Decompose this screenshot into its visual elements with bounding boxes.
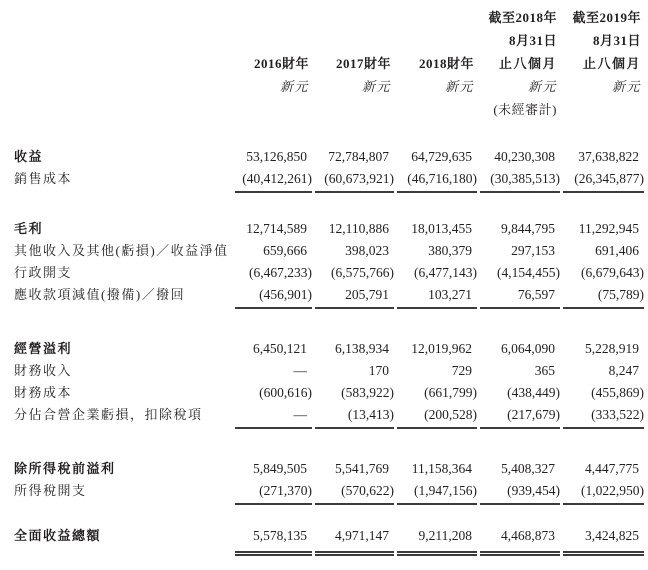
value-cell — [232, 361, 312, 383]
value-8m2019: 8,247 — [608, 363, 639, 378]
period-ended-2019-line2: 8月31日 — [592, 33, 641, 48]
value-8m2018: 365 — [534, 363, 555, 378]
value-cell — [312, 459, 394, 481]
value-cell — [560, 219, 644, 241]
row-label-cell — [14, 285, 232, 309]
value-cell — [560, 361, 644, 383]
value-fy2018: 64,729,635 — [411, 149, 472, 164]
value-cell — [394, 241, 477, 263]
value-fy2016: — — [293, 363, 307, 378]
period-ended-2019-line3: 止八個月 — [582, 56, 641, 71]
value-fy2016: (6,467,233) — [249, 265, 312, 280]
value-8m2019: 11,292,945 — [578, 221, 639, 236]
value-8m2018: 76,597 — [517, 287, 555, 302]
value-fy2017: (13,413) — [347, 407, 394, 422]
value-cell — [477, 241, 560, 263]
value-8m2019: 5,228,919 — [585, 341, 639, 356]
value-cell — [232, 169, 312, 193]
row-label: 財務成本 — [14, 385, 73, 400]
value-cell — [394, 481, 477, 505]
group-spacer — [14, 505, 644, 526]
value-8m2019: (455,869) — [591, 385, 644, 400]
row-label-cell — [14, 405, 232, 429]
column-title-fy2017: 2017財年 — [335, 56, 391, 71]
value-cell — [394, 361, 477, 383]
value-cell — [477, 219, 560, 241]
value-8m2018: 4,468,873 — [501, 528, 555, 543]
header-empty-lines — [312, 6, 394, 52]
value-cell — [560, 169, 644, 193]
value-cell — [560, 285, 644, 309]
row-label-cell — [14, 361, 232, 383]
value-cell — [560, 526, 644, 556]
row-label: 銷售成本 — [14, 171, 73, 186]
value-cell — [232, 481, 312, 505]
period-ended-2018-line3: 止八個月 — [498, 56, 557, 71]
value-cell — [394, 219, 477, 241]
value-cell — [312, 147, 394, 169]
value-cell — [477, 361, 560, 383]
header-empty-lines — [394, 6, 477, 52]
value-fy2016: 659,666 — [263, 243, 307, 258]
header-col-8m2018 — [477, 6, 560, 121]
row-label-cell — [14, 241, 232, 263]
row-total-comprehensive-income — [14, 526, 644, 556]
value-cell — [394, 526, 477, 556]
value-fy2017: 72,784,807 — [328, 149, 389, 164]
header-label-spacer — [14, 6, 232, 121]
value-fy2016: — — [293, 407, 307, 422]
value-cell — [477, 526, 560, 556]
value-fy2018: 103,271 — [428, 287, 472, 302]
value-fy2016: (456,901) — [259, 287, 312, 302]
value-fy2018: 380,379 — [428, 243, 472, 258]
header-row — [14, 6, 644, 121]
currency-unit-label: 新元 — [527, 79, 557, 94]
value-fy2017: (570,622) — [341, 483, 394, 498]
value-cell — [232, 405, 312, 429]
value-8m2018: (4,154,455) — [497, 265, 560, 280]
value-cell — [560, 339, 644, 361]
header-col-fy2016 — [232, 6, 312, 121]
value-cell — [477, 459, 560, 481]
value-fy2018: 9,211,208 — [418, 528, 472, 543]
row-administrative-expenses — [14, 263, 644, 285]
value-cell — [477, 383, 560, 405]
row-label-cell — [14, 147, 232, 169]
value-8m2019: 37,638,822 — [578, 149, 639, 164]
value-cell — [312, 361, 394, 383]
row-label: 分佔合營企業虧損，扣除稅項 — [14, 407, 203, 422]
row-label-cell — [14, 263, 232, 285]
value-cell — [560, 481, 644, 505]
value-cell — [232, 147, 312, 169]
currency-unit-label: 新元 — [444, 79, 474, 94]
row-operating-profit — [14, 339, 644, 361]
row-label: 經營溢利 — [14, 341, 73, 356]
value-fy2017: 398,023 — [345, 243, 389, 258]
value-fy2017: (583,922) — [341, 385, 394, 400]
value-cell — [477, 169, 560, 193]
value-cell — [312, 526, 394, 556]
value-cell — [477, 147, 560, 169]
header-col-fy2017 — [312, 6, 394, 121]
value-cell — [477, 263, 560, 285]
row-finance-costs — [14, 383, 644, 405]
value-fy2016: (600,616) — [259, 385, 312, 400]
row-label: 除所得稅前溢利 — [14, 461, 116, 476]
value-cell — [560, 405, 644, 429]
value-8m2019: (75,789) — [597, 287, 644, 302]
value-8m2019: (1,022,950) — [581, 483, 644, 498]
value-cell — [232, 339, 312, 361]
value-cell — [394, 383, 477, 405]
row-other-income-net — [14, 241, 644, 263]
value-fy2018: (661,799) — [424, 385, 477, 400]
value-cell — [560, 383, 644, 405]
group-spacer — [14, 193, 644, 219]
value-fy2017: (60,673,921) — [324, 171, 394, 186]
column-title-fy2016: 2016財年 — [253, 56, 309, 71]
value-cell — [312, 169, 394, 193]
value-8m2018: (217,679) — [507, 407, 560, 422]
header-col-fy2018 — [394, 6, 477, 121]
row-impairment-of-receivables — [14, 285, 644, 309]
value-cell — [312, 481, 394, 505]
value-cell — [232, 459, 312, 481]
value-cell — [312, 263, 394, 285]
group-spacer — [14, 121, 644, 147]
value-fy2016: (40,412,261) — [242, 171, 312, 186]
value-cell — [232, 285, 312, 309]
row-label-cell — [14, 481, 232, 505]
header-empty-lines — [232, 6, 312, 52]
value-fy2017: 12,110,886 — [328, 221, 389, 236]
value-cell — [232, 219, 312, 241]
currency-unit-label: 新元 — [279, 79, 309, 94]
value-8m2018: 6,064,090 — [501, 341, 555, 356]
row-label: 收益 — [14, 149, 44, 164]
row-label-cell — [14, 383, 232, 405]
value-cell — [477, 405, 560, 429]
currency-unit-label: 新元 — [611, 79, 641, 94]
value-cell — [394, 263, 477, 285]
row-share-of-jv-loss — [14, 405, 644, 429]
value-fy2018: 729 — [451, 363, 472, 378]
value-fy2018: (1,947,156) — [414, 483, 477, 498]
unaudited-note: (未經審計) — [493, 102, 557, 117]
value-fy2018: 12,019,962 — [411, 341, 472, 356]
value-fy2017: 205,791 — [345, 287, 389, 302]
value-8m2018: 5,408,327 — [501, 461, 555, 476]
value-fy2018: (6,477,143) — [414, 265, 477, 280]
value-fy2018: 18,013,455 — [411, 221, 472, 236]
value-8m2018: 9,844,795 — [501, 221, 555, 236]
value-cell — [477, 285, 560, 309]
row-profit-before-income-tax — [14, 459, 644, 481]
value-fy2017: 170 — [368, 363, 389, 378]
currency-unit-label: 新元 — [361, 79, 391, 94]
value-cell — [312, 339, 394, 361]
value-cell — [477, 339, 560, 361]
value-fy2016: 53,126,850 — [246, 149, 307, 164]
income-statement-table — [14, 6, 644, 556]
row-label-cell — [14, 459, 232, 481]
value-cell — [394, 285, 477, 309]
period-ended-2018-line2: 8月31日 — [508, 33, 557, 48]
value-cell — [232, 241, 312, 263]
row-finance-income — [14, 361, 644, 383]
value-cell — [312, 285, 394, 309]
row-label-cell — [14, 169, 232, 193]
value-8m2019: 4,447,775 — [585, 461, 639, 476]
value-cell — [232, 383, 312, 405]
value-cell — [560, 263, 644, 285]
value-fy2016: 12,714,589 — [246, 221, 307, 236]
row-label: 行政開支 — [14, 265, 73, 280]
value-fy2018: (200,528) — [424, 407, 477, 422]
value-fy2017: (6,575,766) — [331, 265, 394, 280]
group-spacer — [14, 309, 644, 339]
value-8m2018: (438,449) — [507, 385, 560, 400]
row-label: 財務收入 — [14, 363, 73, 378]
value-8m2018: (939,454) — [507, 483, 560, 498]
group-spacer — [14, 429, 644, 459]
value-cell — [394, 339, 477, 361]
value-cell — [312, 383, 394, 405]
row-label-cell — [14, 219, 232, 241]
value-cell — [394, 459, 477, 481]
value-cell — [312, 219, 394, 241]
value-8m2019: 3,424,825 — [585, 528, 639, 543]
value-fy2016: 6,450,121 — [253, 341, 307, 356]
value-8m2018: 297,153 — [511, 243, 555, 258]
value-8m2019: (26,345,877) — [574, 171, 644, 186]
value-fy2016: 5,578,135 — [253, 528, 307, 543]
column-title-fy2018: 2018財年 — [418, 56, 474, 71]
value-cell — [232, 526, 312, 556]
value-8m2019: (6,679,643) — [581, 265, 644, 280]
row-gross-profit — [14, 219, 644, 241]
value-8m2018: (30,385,513) — [490, 171, 560, 186]
value-cell — [232, 263, 312, 285]
value-fy2017: 5,541,769 — [335, 461, 389, 476]
row-label: 應收款項減值(撥備)／撥回 — [14, 287, 186, 302]
value-cell — [394, 169, 477, 193]
row-income-tax-expense — [14, 481, 644, 505]
period-ended-2018-line1: 截至2018年 — [488, 10, 557, 25]
row-label: 其他收入及其他(虧損)／收益淨值 — [14, 243, 229, 258]
value-fy2018: 11,158,364 — [411, 461, 472, 476]
value-8m2019: 691,406 — [595, 243, 639, 258]
value-fy2017: 6,138,934 — [335, 341, 389, 356]
value-cell — [477, 481, 560, 505]
value-cell — [394, 405, 477, 429]
row-label: 所得稅開支 — [14, 483, 87, 498]
value-cell — [312, 405, 394, 429]
row-cost-of-sales — [14, 169, 644, 193]
row-label: 全面收益總額 — [14, 528, 102, 543]
row-label: 毛利 — [14, 221, 44, 236]
value-fy2016: 5,849,505 — [253, 461, 307, 476]
value-fy2017: 4,971,147 — [335, 528, 389, 543]
value-cell — [394, 147, 477, 169]
value-fy2018: (46,716,180) — [407, 171, 477, 186]
value-cell — [560, 241, 644, 263]
value-8m2019: (333,522) — [591, 407, 644, 422]
header-col-8m2019 — [560, 6, 644, 121]
value-fy2016: (271,370) — [259, 483, 312, 498]
value-cell — [312, 241, 394, 263]
row-revenue — [14, 147, 644, 169]
value-cell — [560, 459, 644, 481]
value-8m2018: 40,230,308 — [494, 149, 555, 164]
row-label-cell — [14, 339, 232, 361]
row-label-cell — [14, 526, 232, 556]
period-ended-2019-line1: 截至2019年 — [572, 10, 641, 25]
value-cell — [560, 147, 644, 169]
